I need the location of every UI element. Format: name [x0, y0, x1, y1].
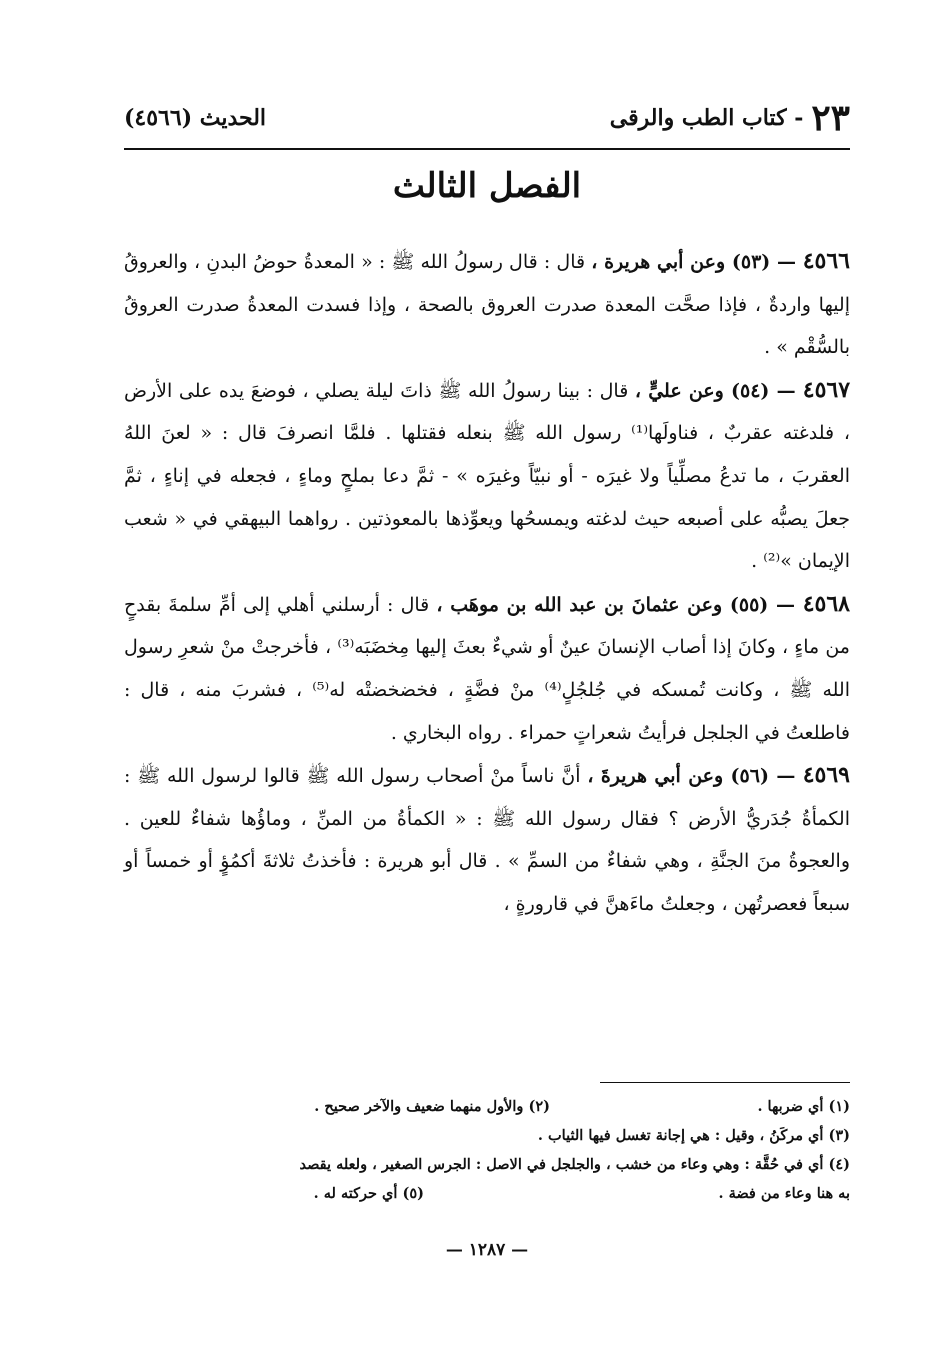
book-page: [124, 0, 850, 1355]
footnote-3: (٣) أي مركَنُ ، وقيل : هي إجانة تغسل فيها الثياب .: [537, 1127, 850, 1144]
hadith-chain: — (٥٥) وعن عثمانَ بن عبد الله بن موهَب ،: [436, 593, 803, 616]
footnote-2: (٢) والأول منهما ضعيف والآخر صحيح .: [314, 1098, 550, 1115]
hadith-number: ٤٥٦٩: [802, 762, 850, 789]
footnotes: [124, 1092, 850, 1208]
hadith-paragraph: [124, 754, 850, 925]
chapter-title: - كتاب الطب والرقى: [609, 105, 804, 131]
running-header: [124, 96, 850, 140]
footnote-4-continued: به هنا وعاء من فضة .: [718, 1185, 850, 1202]
chapter-number: ٢٣: [811, 97, 850, 139]
hadith-paragraph: [124, 583, 850, 754]
header-divider: [124, 148, 850, 150]
hadith-range: الحديث (٤٥٦٦): [124, 105, 267, 131]
hadith-chain: — (٥٤) وعن عليٍّ ،: [634, 379, 803, 402]
footnote-4: (٤) أي في حُقَّة : وهي وعاء من خشب ، والجلجل في الاصل : الجرس الصغير ، ولعله يقصد: [299, 1156, 850, 1173]
hadith-paragraph: [124, 240, 850, 369]
footnote-row: [124, 1092, 850, 1121]
hadith-number: ٤٥٦٧: [802, 376, 851, 403]
footnote-5: (٥) أي حركته له .: [313, 1185, 424, 1202]
page-number: — ١٢٨٧ —: [445, 1240, 529, 1260]
hadith-text: قال : أرسلني أهلي إلى أمِّ سلمةَ بقدحٍ من ماءٍ ، وكانَ إذا أصاب الإنسانَ عينٌ أو شيءٌ بعثَ إليها مِخضَبَه⁽³⁾ ، فأخرجتْ منْ شعرِ رسول الله ﷺ ، وكانت تُمسكه في جُلجُلٍ⁽⁴⁾ منْ فضَّةٍ ، فخضخضتْه له⁽⁵⁾ ، فشربَ منه ، قال : فاطلعتُ في الجلجل فرأيتُ شعراتٍ حمراء . رواه البخاري .: [124, 593, 850, 744]
hadith-chain: — (٥٣) وعن أبي هريرة ،: [591, 251, 803, 273]
main-text: [124, 240, 850, 926]
section-title: الفصل الثالث: [392, 166, 582, 206]
hadith-text: قال : بينا رسولُ الله ﷺ ذاتَ ليلة يصلي ، فوضعَ يده على الأرض ، فلدغته عقربٌ ، فناولَها⁽¹⁾ رسول الله ﷺ بنعله فقتلها . فلمَّا انصرفَ قال : « لعنَ اللهُ العقربَ ، ما تدعُ مصلِّياً ولا غيرَه - أو نبيّاً وغيرَه » - ثمَّ دعا بملحٍ وماءٍ ، فجعله في إناءٍ ، ثمَّ جعلَ يصبُّه على أصبعه حيث لدغته ويمسحُها ويعوِّذها بالمعوذتين . رواهما البيهقي في « شعب الإيمان »⁽²⁾ .: [124, 379, 850, 573]
footnote-1: (١) أي ضربها .: [757, 1098, 850, 1115]
hadith-text: أنَّ ناساً منْ أصحاب رسول الله ﷺ قالوا لرسول الله ﷺ : الكمأةُ جُدَريُّ الأرض ؟ فقال رسول الله ﷺ : « الكمأةُ من المنِّ ، وماؤُها شفاءٌ للعين . والعجوةُ منَ الجنَّةِ ، وهي شفاءٌ من السمِّ » . قال أبو هريرة : فأخذتُ ثلاثةَ أكمُؤٍ أو خمساً أو سبعاً فعصرتُهن ، وجعلتُ ماءَهنَّ في قارورةٍ ،: [124, 765, 850, 915]
footnote-row: [124, 1179, 850, 1208]
hadith-text: قال : قال رسولُ الله ﷺ : « المعدةُ حوضُ البدنِ ، والعروقُ إليها واردةٌ ، فإذا صحَّت المعدة صدرت العروق بالصحة ، وإذا فسدت المعدةُ صدرت العروقُ بالسُّقْم » .: [124, 251, 850, 359]
footnote-divider: [600, 1082, 850, 1083]
hadith-chain: — (٥٦) وعن أبي هريرةَ ،: [587, 765, 803, 788]
hadith-paragraph: [124, 369, 850, 583]
hadith-number: ٤٥٦٦: [802, 248, 850, 274]
chapter-heading: [610, 97, 850, 139]
hadith-number: ٤٥٦٨: [802, 590, 850, 617]
